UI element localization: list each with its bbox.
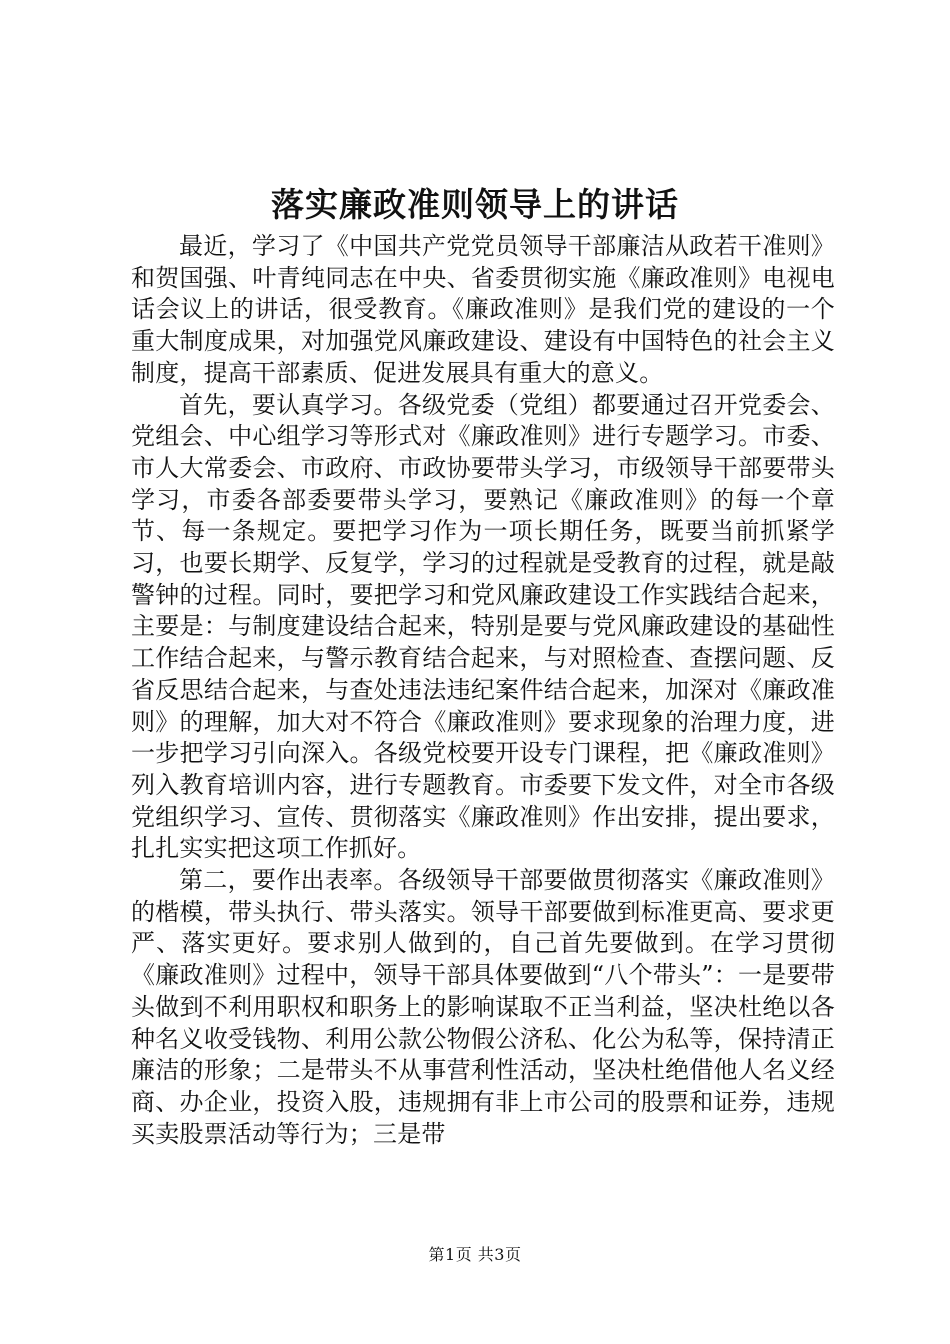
- document-body: [131, 231, 835, 1150]
- paragraph-second-point: 第二，要作出表率。各级领导干部要做贯彻落实《廉政准则》的楷模，带头执行、带头落实。领导干部要做到标准更高、要求更严、落实更好。要求别人做到的，自己首先要做到。在学习贯彻《廉政准则》过程中，领导干部具体要做到“八个带头”：一是要带头做到不利用职权和职务上的影响谋取不正当利益，坚决杜绝以各种名义收受钱物、利用公款公物假公济私、化公为私等，保持清正廉洁的形象；二是带头不从事营利性活动，坚决杜绝借他人名义经商、办企业，投资入股，违规拥有非上市公司的股票和证券，违规买卖股票活动等行为；三是带: [131, 866, 835, 1148]
- page-number-footer: 第1页 共3页: [428, 1245, 522, 1264]
- paragraph-first-point: 首先，要认真学习。各级党委（党组）都要通过召开党委会、党组会、中心组学习等形式对《廉政准则》进行专题学习。市委、市人大常委会、市政府、市政协要带头学习，市级领导干部要带头学习，市委各部委要带头学习，要熟记《廉政准则》的每一个章节、每一条规定。要把学习作为一项长期任务，既要当前抓紧学习，也要长期学、反复学，学习的过程就是受教育的过程，就是敲警钟的过程。同时，要把学习和党风廉政建设工作实践结合起来，主要是：与制度建设结合起来，特别是要与党风廉政建设的基础性工作结合起来，与警示教育结合起来，与对照检查、查摆问题、反省反思结合起来，与查处违法违纪案件结合起来，加深对《廉政准则》的理解，加大对不符合《廉政准则》要求现象的治理力度，进一步把学习引向深入。各级党校要开设专门课程，把《廉政准则》列入教育培训内容，进行专题教育。市委要下发文件，对全市各级党组织学习、宣传、贯彻落实《廉政准则》作出安排，提出要求，扎扎实实把这项工作抓好。: [131, 390, 835, 863]
- document-title: 落实廉政准则领导上的讲话: [271, 185, 679, 224]
- paragraph-intro: 最近，学习了《中国共产党党员领导干部廉洁从政若干准则》和贺国强、叶青纯同志在中央、省委贯彻实施《廉政准则》电视电话会议上的讲话，很受教育。《廉政准则》是我们党的建设的一个重大制度成果，对加强党风廉政建设、建设有中国特色的社会主义制度，提高干部素质、促进发展具有重大的意义。: [131, 232, 835, 387]
